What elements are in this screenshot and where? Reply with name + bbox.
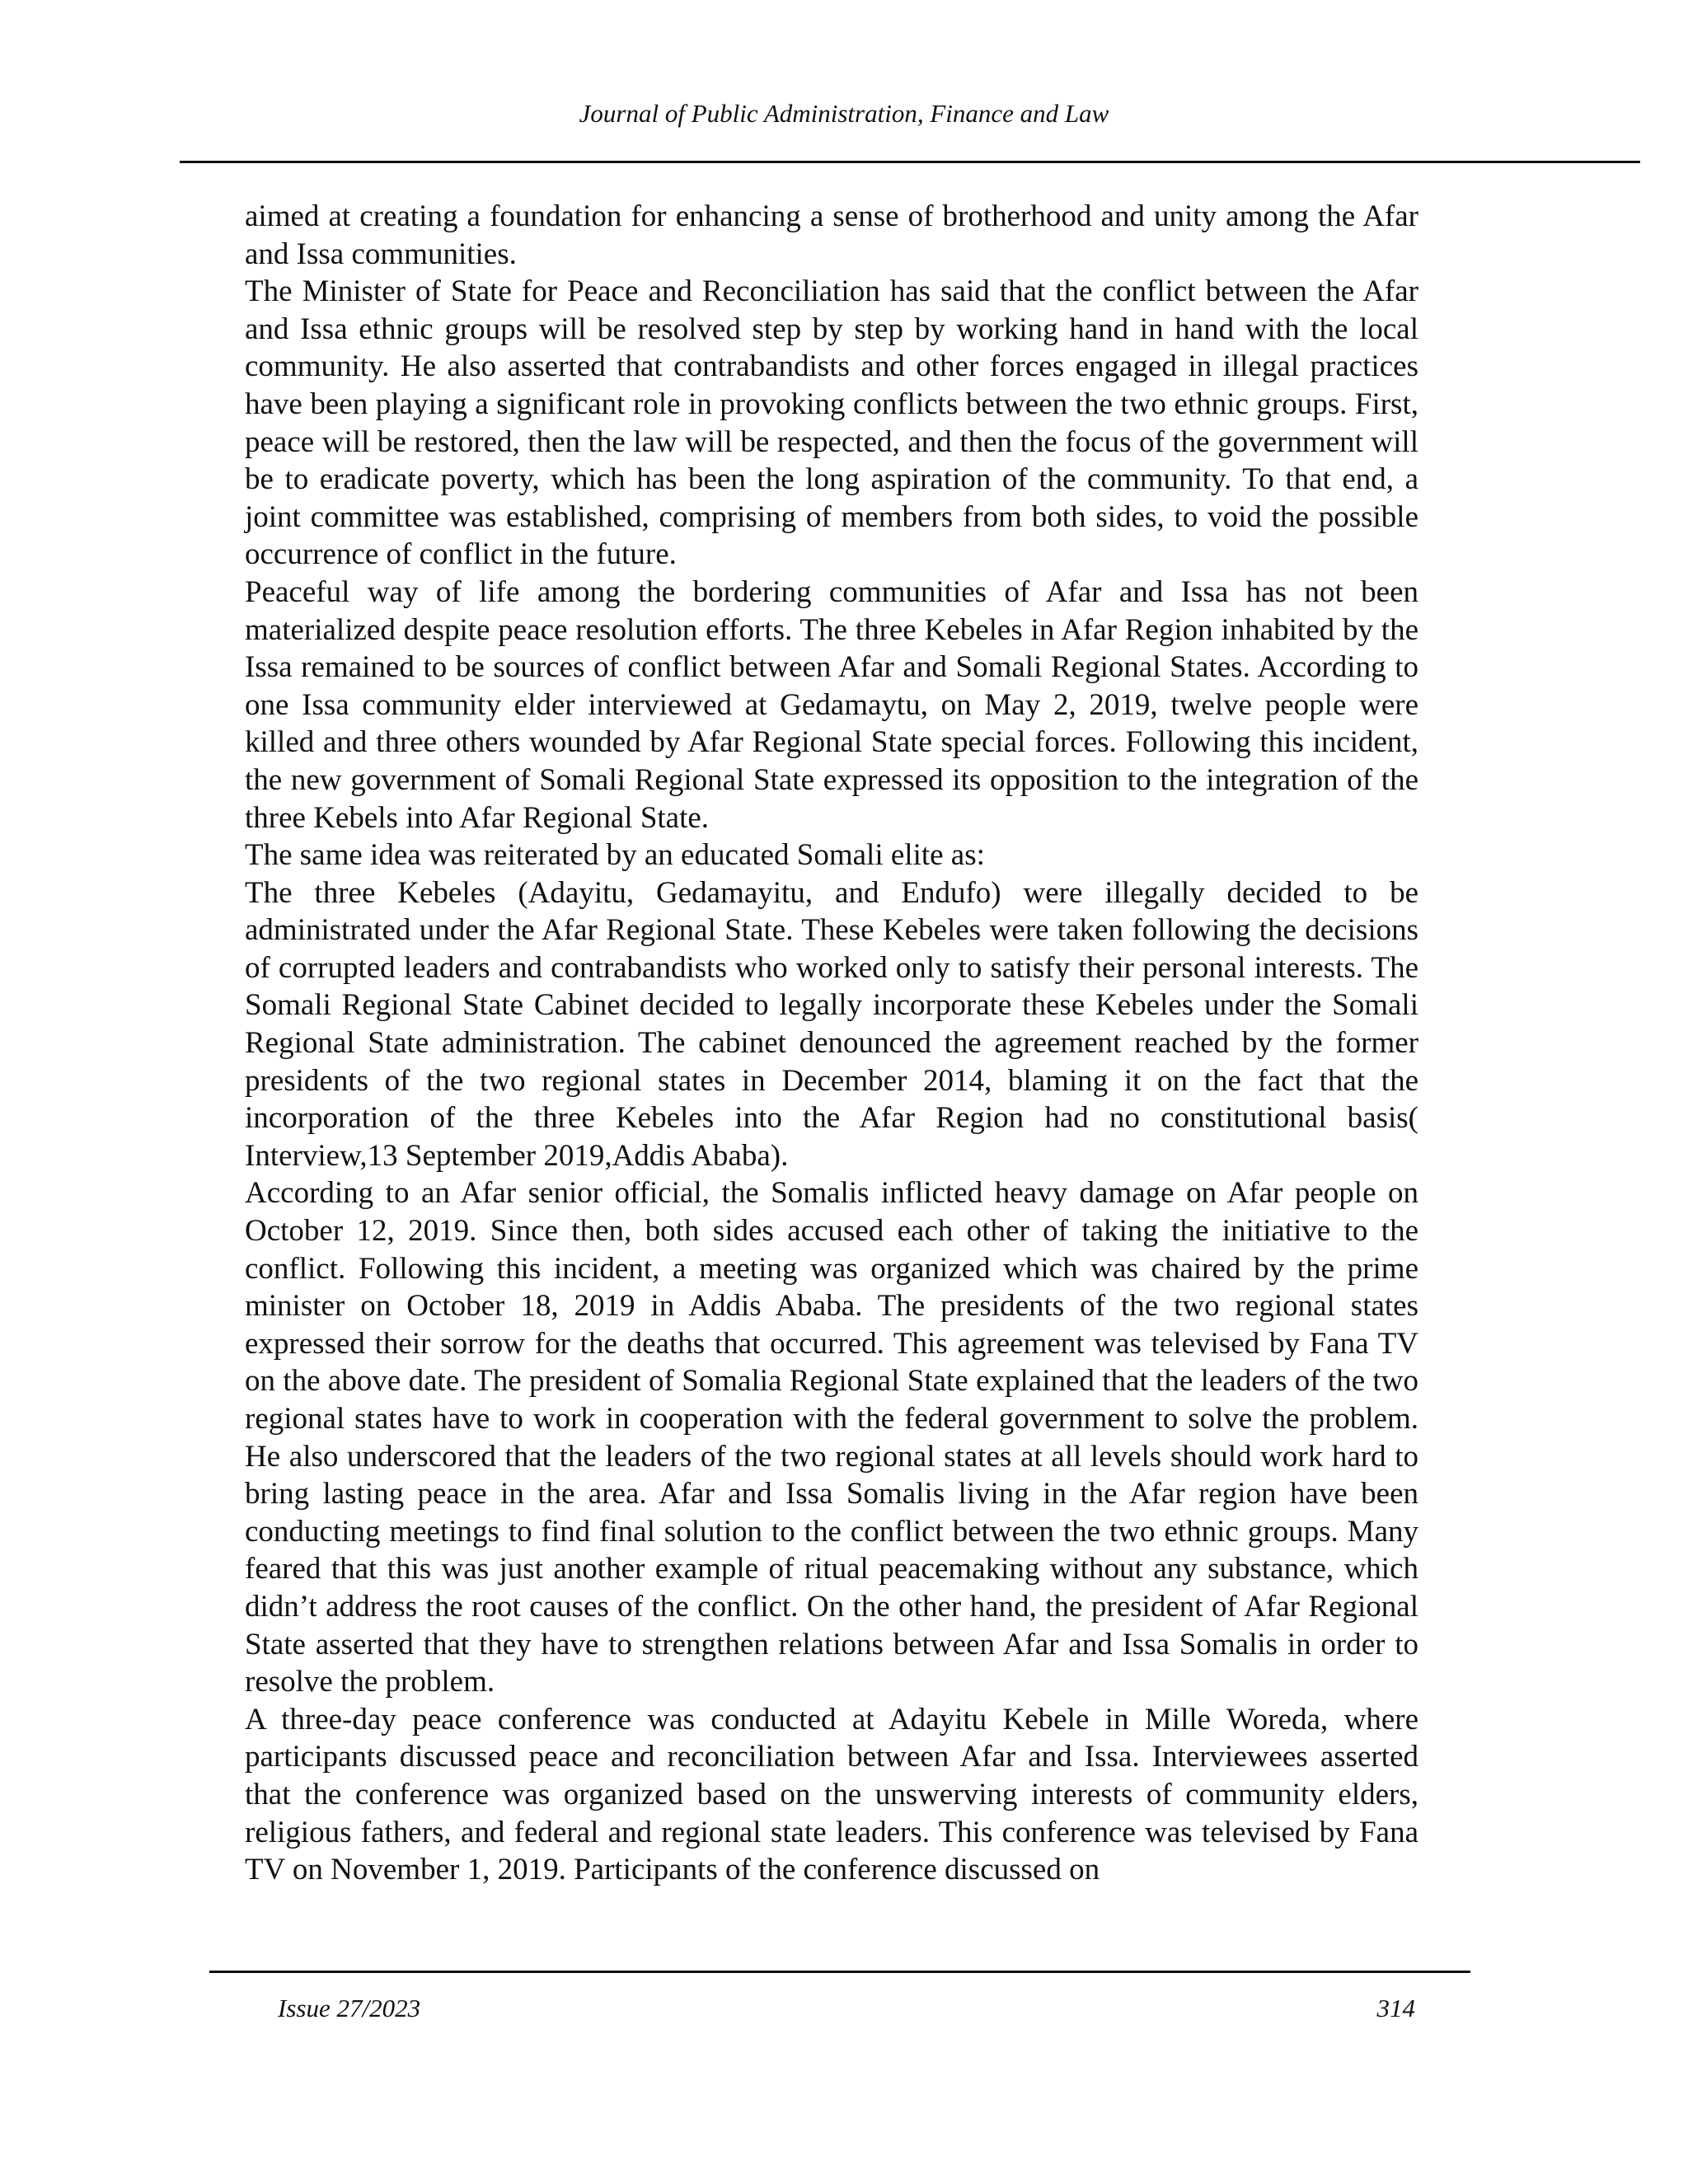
paragraph: A three-day peace conference was conducted at Adayitu Kebele in Mille Woreda, where participants discussed peace and reconciliation between Afar and Issa. Interviewees asserted that the conference was organized based on the unswerving interests of community elders, religious fathers, and federal and regional state leaders. This conference was televised by Fana TV on November 1, 2019. Participants of the conference discussed on (245, 1702, 1418, 1887)
article-body (245, 198, 1418, 1889)
paragraph: The Minister of State for Peace and Reconciliation has said that the conflict between the Afar and Issa ethnic groups will be resolved step by step by working hand in hand with the local community. He also asserted that contrabandists and other forces engaged in illegal practices have been playing a significant role in provoking conflicts between the two ethnic groups. First, peace will be restored, then the law will be respected, and then the focus of the government will be to eradicate poverty, which has been the long aspiration of the community. To that end, a joint committee was established, comprising of members from both sides, to void the possible occurrence of conflict in the future. (245, 274, 1418, 572)
issue-label: Issue 27/2023 (278, 1994, 421, 2022)
paragraph: Peaceful way of life among the bordering communities of Afar and Issa has not been materialized despite peace resolution efforts. The three Kebeles in Afar Region inhabited by the Issa remained to be sources of conflict between Afar and Somali Regional States. According to one Issa community elder interviewed at Gedamaytu, on May 2, 2019, twelve people were killed and three others wounded by Afar Regional State special forces. Following this incident, the new government of Somali Regional State expressed its opposition to the integration of the three Kebels into Afar Regional State. (245, 574, 1418, 835)
paragraph: The same idea was reiterated by an educated Somali elite as: (245, 838, 985, 873)
running-header: Journal of Public Administration, Finance and Law (579, 99, 1109, 128)
paragraph: aimed at creating a foundation for enhancing a sense of brotherhood and unity among the Afar and Issa communities. (245, 199, 1418, 271)
page-number: 314 (1376, 1994, 1415, 2022)
paragraph: According to an Afar senior official, the Somalis inflicted heavy damage on Afar people on October 12, 2019. Since then, both sides accused each other of taking the initiative to the conflict. Following this incident, a meeting was organized which was chaired by the prime minister on October 18, 2019 in Addis Ababa. The presidents of the two regional states expressed their sorrow for the deaths that occurred. This agreement was televised by Fana TV on the above date. The president of Somalia Regional State explained that the leaders of the two regional states have to work in cooperation with the federal government to solve the problem. He also underscored that the leaders of the two regional states at all levels should work hard to bring lasting peace in the area. Afar and Issa Somalis living in the Afar region have been conducting meetings to find final solution to the conflict between the two ethnic groups. Many feared that this was just another example of ritual peacemaking without any substance, which didn’t address the root causes of the conflict. On the other hand, the president of Afar Regional State asserted that they have to strengthen relations between Afar and Issa Somalis in order to resolve the problem. (245, 1176, 1418, 1699)
block-quote: The three Kebeles (Adayitu, Gedamayitu, and Endufo) were illegally decided to be administrated under the Afar Regional State. These Kebeles were taken following the decisions of corrupted leaders and contrabandists who worked only to satisfy their personal interests. The Somali Regional State Cabinet decided to legally incorporate these Kebeles under the Somali Regional State administration. The cabinet denounced the agreement reached by the former presidents of the two regional states in December 2014, blaming it on the fact that the incorporation of the three Kebeles into the Afar Region had no constitutional basis( Interview,13 September 2019,Addis Ababa). (245, 875, 1418, 1173)
footer-rule (209, 1971, 1470, 1973)
header-rule (180, 161, 1640, 163)
